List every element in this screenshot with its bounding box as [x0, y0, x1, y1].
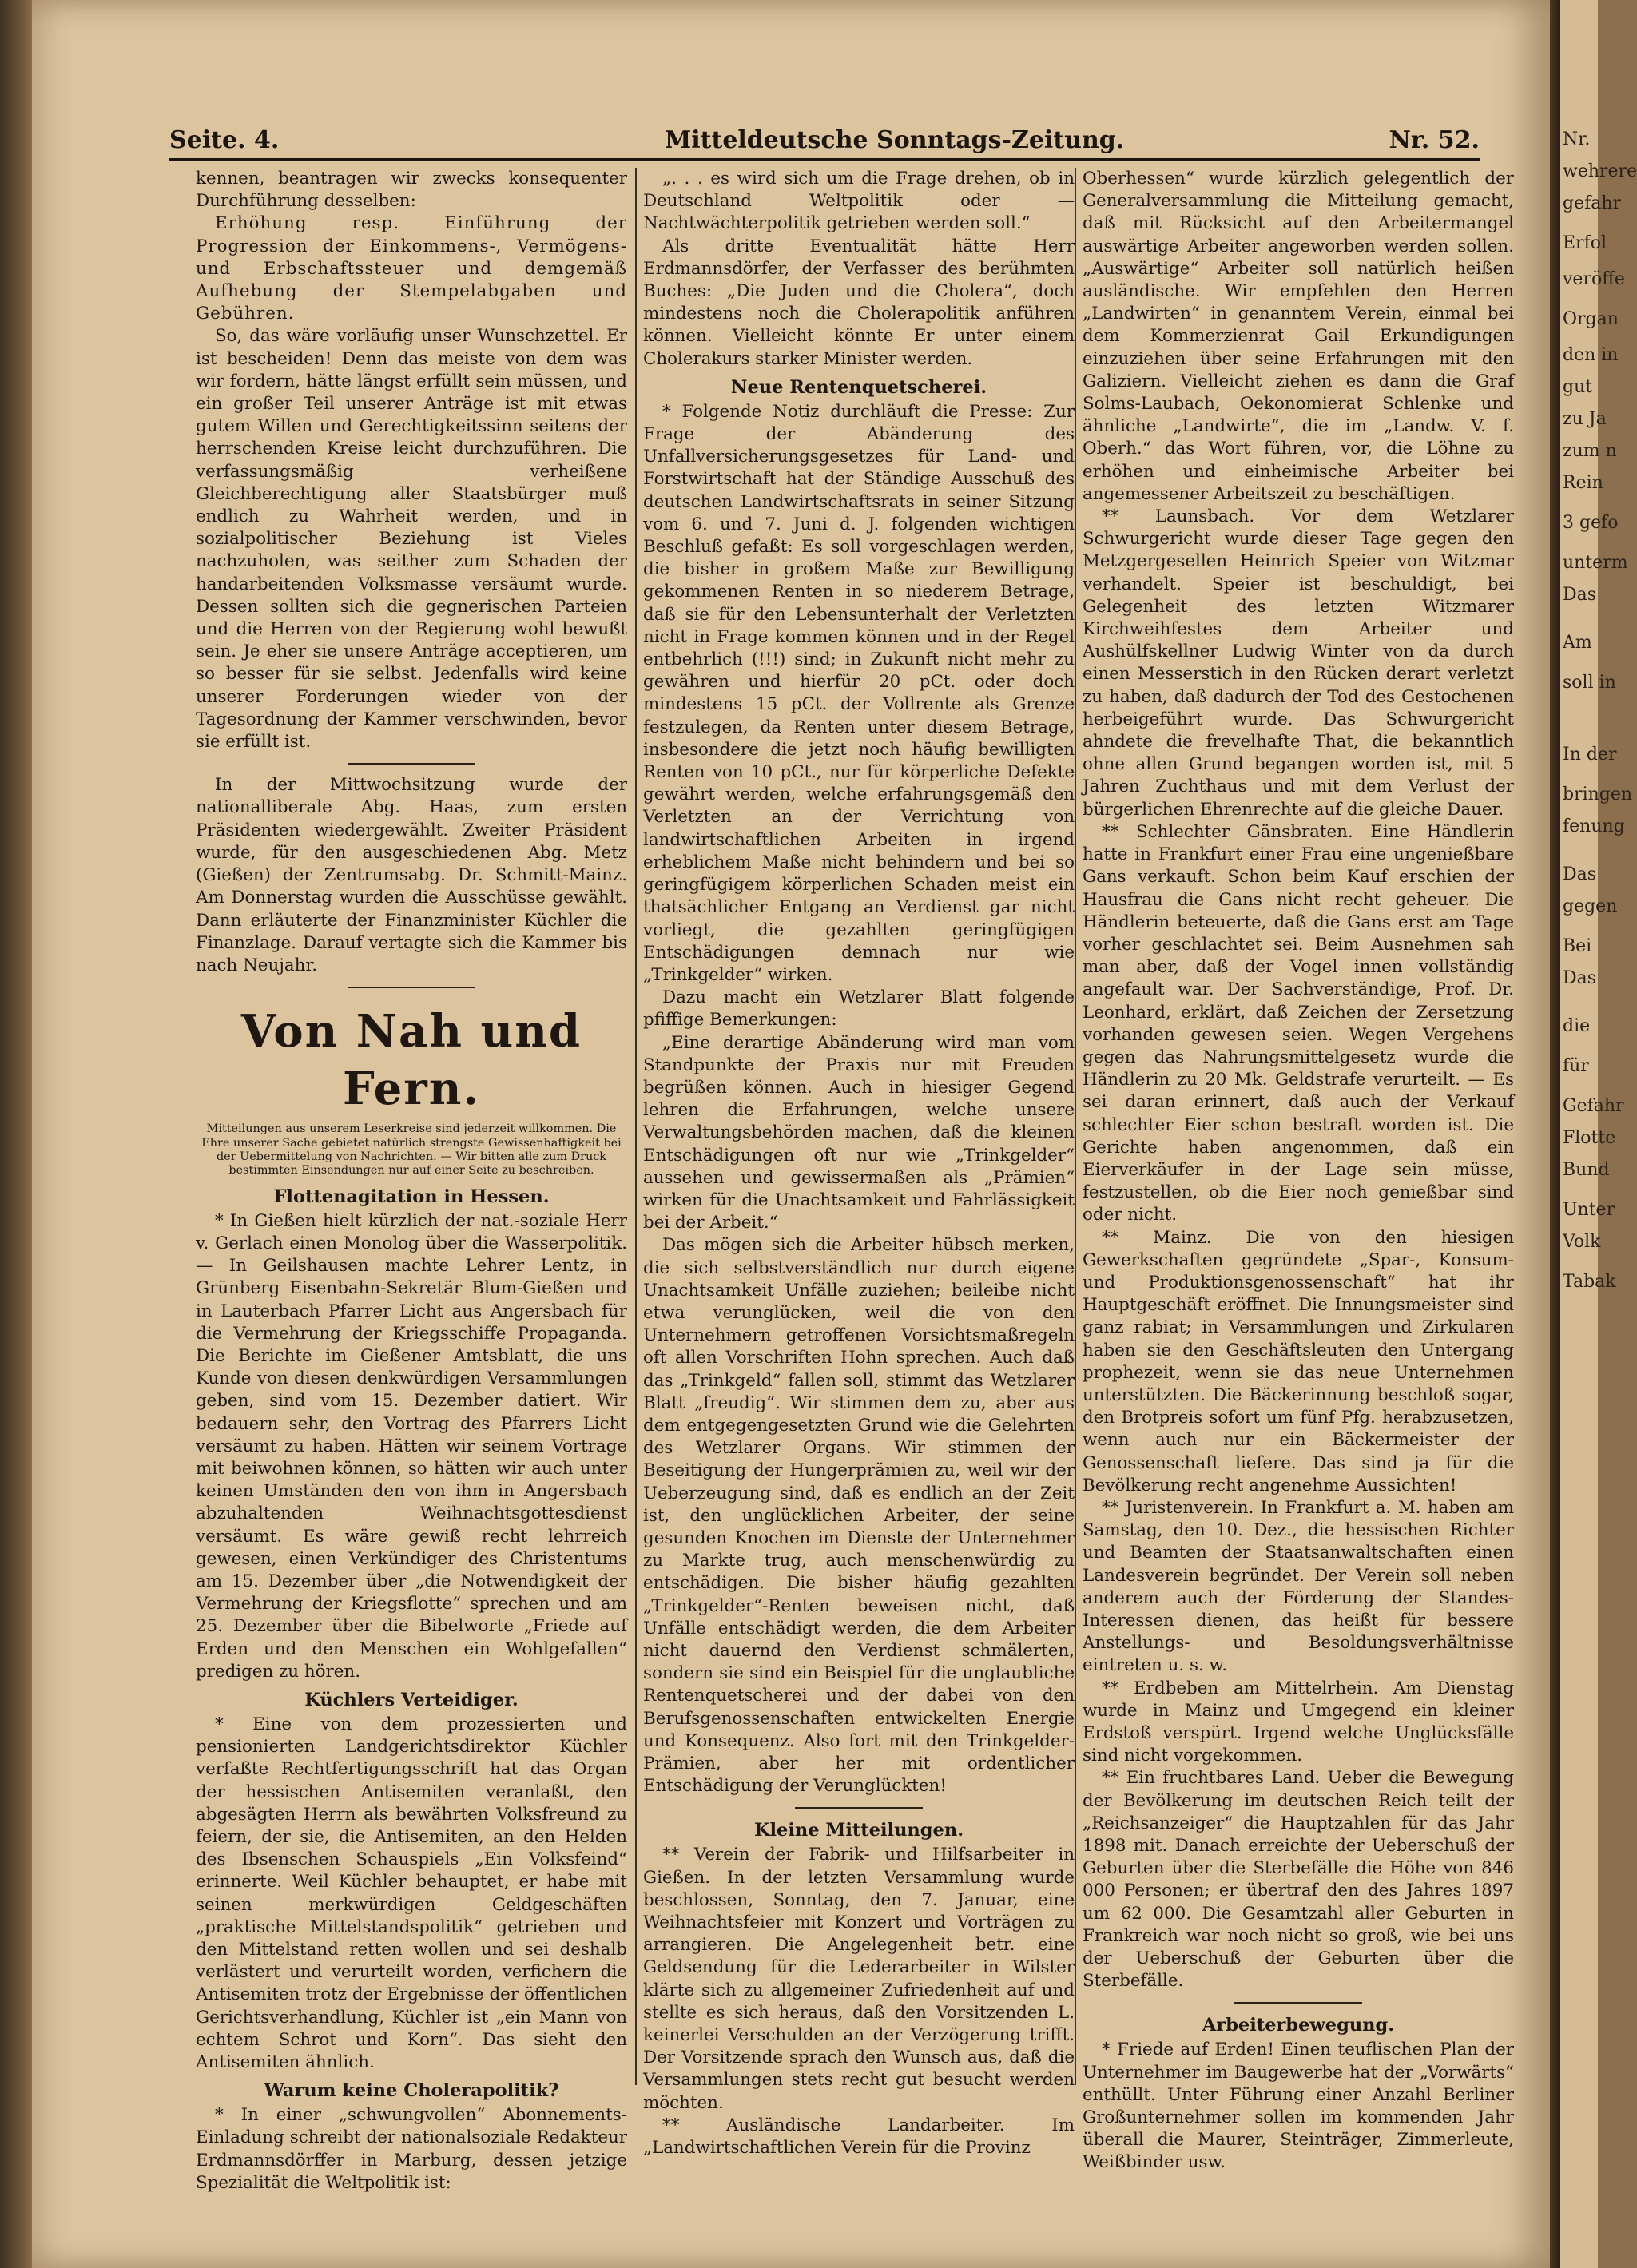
article-paragraph: Dazu macht ein Wetzlarer Blatt folgende pfiffige Bemerkungen: [643, 987, 1075, 1031]
article-heading: Warum keine Cholerapolitik? [264, 2080, 559, 2102]
adjacent-page-fragment: Rein [1563, 473, 1603, 493]
article-heading: Flottenagitation in Hessen. [273, 1186, 550, 1207]
adjacent-page-fragment: Unter [1563, 1200, 1615, 1220]
adjacent-page-fragment: Nr. [1563, 129, 1591, 149]
section-title: Von Nah und Fern. [240, 1005, 582, 1116]
article-paragraph: ** Ausländische Landarbeiter. Im „Landwirtschaftlichen Verein für die Provinz [643, 2115, 1075, 2159]
adjacent-page-fragment: den in [1563, 345, 1619, 365]
column-divider [1075, 168, 1076, 2085]
adjacent-page-fragment: zu Ja [1563, 409, 1607, 429]
page-header [169, 126, 1480, 158]
article-paragraph: * Folgende Notiz durchläuft die Presse: Zur Frage der Abänderung des Unfallversicherungsgesetzes für Land- und Forstwirtschaft hat der Ständige Ausschuß des deutschen Landwirtschaftsrats in seiner Sitzung vom 6. und 7. Juni d. J. folgenden wichtigen Beschluß gefaßt: Es soll vorgeschlagen werden, die bisher in großem Maße zur Bewilligung gekommenen Renten in so niederem Betrage, daß sie für den Lebensunterhalt der Verletzten nicht in Frage kommen können und in der Regel entbehrlich (!!!) sind; in Zukunft nicht mehr zu gewähren und hierfür 20 pCt. oder doch mindestens 15 pCt. der Vollrente als Grenze festzulegen, da Renten unter diesem Betrage, insbesondere die jetzt noch häufig bewilligten Renten von 10 pCt., nur für körperliche Defekte gewährt werden, welche erfahrungsgemäß den Verletzten an der Verrichtung von landwirtschaftlichen Arbeiten in irgend erheblichem Maße nicht behindern und bei so geringfügigem körperlichen Schaden meist ein thatsächlicher Entgang an Verdienst gar nicht vorliegt, die gezahlten geringfügigen Entschädigungen demnach nur wie „Trinkgelder“ wirken. [643, 401, 1075, 985]
header-rule [169, 158, 1480, 161]
column-1 [196, 168, 627, 2195]
article-paragraph: * In Gießen hielt kürzlich der nat.-soziale Herr v. Gerlach einen Monolog über die Wasserpolitik. — In Geilshausen machte Lehrer Lentz, in Grünberg Eisenbahn-Sekretär Blum-Gießen und in Lauterbach Pfarrer Licht aus Angersbach für die Vermehrung der Kriegsschiffe Propaganda. Die Berichte im Gießener Amtsblatt, die uns Kunde von diesen denkwürdigen Versammlungen geben, sind vom 15. Dezember datiert. Wir bedauern sehr, den Vortrag des Pfarrers Licht versäumt zu haben. Hätten wir seinem Vortrage mit beiwohnen können, so hätten wir auch unter keinen Umständen den von ihm in Angersbach abzuhaltenden Weihnachtsgottesdienst versäumt. Es wäre gewiß recht lehrreich gewesen, einen Verkündiger des Christentums am 15. Dezember über „die Notwendigkeit der Vermehrung der Kriegsflotte“ sprechen und am 25. Dezember über die Bibelworte „Friede auf Erden und den Menschen ein Wohlgefallen“ predigen zu hören. [196, 1210, 627, 1682]
adjacent-page-fragment: gegen [1563, 896, 1618, 916]
adjacent-page-fragment: bringen [1563, 784, 1633, 804]
article-paragraph: ** Ein fruchtbares Land. Ueber die Bewegung der Bevölkerung im deutschen Reich teilt der „Reichsanzeiger“ die Hauptzahlen für das Jahr 1898 mit. Danach erreichte der Ueberschuß der Geburten über die Sterbefälle die Höhe von 846 000 Personen; er übertraf den des Jahres 1897 um 62 000. Die Gesamtzahl aller Geburten in Frankreich war noch nicht so groß, wie bei uns der Ueberschuß der Geburten über die Sterbefälle. [1083, 1768, 1514, 1992]
article-paragraph: Oberhessen“ wurde kürzlich gelegentlich der Generalversammlung die Mitteilung gemacht, daß mit Rücksicht auf den Arbeitermangel auswärtige Arbeiter angeworben werden sollen. „Auswärtige“ Arbeiter soll natürlich heißen ausländische. Wir empfehlen den Herren „Landwirten“ in genanntem Verein, einmal bei dem Kommerzienrat Gail Erkundigungen einzuziehen über seine Erfahrungen mit den Galiziern. Vielleicht ziehen es dann die Graf Solms-Laubach, Oekonomierat Schlenke und ähnliche „Landwirte“, die im „Landw. V. f. Oberh.“ das Wort führen, vor, die Löhne zu erhöhen und einheimische Arbeiter bei angemessener Arbeitszeit zu beschäftigen. [1083, 169, 1514, 504]
article-paragraph: ** Verein der Fabrik- und Hilfsarbeiter in Gießen. In der letzten Versammlung wurde beschlossen, Sonntag, den 7. Januar, eine Weihnachtsfeier mit Konzert und Vorträgen zu arrangieren. Die Angelegenheit betr. eine Geldsendung für die Lederarbeiter in Wilster klärte sich zu allgemeiner Zufriedenheit auf und stellte es sich heraus, daß den Vorsitzenden L. keinerlei Verschulden an der Verzögerung trifft. Der Vorsitzende sprach den Wunsch aus, daß die Versammlungen stets recht gut besucht werden möchten. [643, 1845, 1075, 2113]
article-paragraph: Als dritte Eventualität hätte Herr Erdmannsdörfer, der Verfasser des berühmten Buches: „Die Juden und die Cholera“, doch mindestens noch die Cholerapolitik anführen können. Vielleicht könnte Er unter einem Cholerakurs starker Minister werden. [643, 236, 1075, 369]
adjacent-page-fragment: Tabak [1563, 1272, 1616, 1292]
adjacent-page-fragment: gefahr [1563, 193, 1622, 213]
article-paragraph: Das mögen sich die Arbeiter hübsch merken, die sich selbstverständlich nur durch eigene Unachtsamkeit Unfälle zuziehen; beileibe nicht etwa verunglücken, weil die von den Unternehmern getroffenen Vorsichtsmaßregeln oft allen Vorschriften Hohn sprechen. Auch daß das „Trinkgeld“ fallen soll, stimmt das Wetzlarer Blatt „freudig“. Wir stimmen dem zu, aber aus dem entgegengesetzten Grund wie die Gelehrten des Wetzlarer Organs. Wir stimmen der Beseitigung der Hungerprämien zu, weil wir der Ueberzeugung sind, daß es endlich an der Zeit ist, den unglücklichen Arbeiter, der seine gesunden Knochen im Dienste der Unternehmer zu Markte trug, auch menschenwürdig zu entschädigen. Die bisher häufig gezahlten „Trinkgelder“-Renten beweisen nicht, daß Unfälle entschädigt werden, die dem Arbeiter nicht dauernd den Verdienst schmälerten, sondern sie sind ein Beispiel für die unglaubliche Rentenquetscherei und der dabei von den Berufsgenossenschaften entwickelten Energie und Konsequenz. Also fort mit den Trinkgelder-Prämien, aber her mit ordentlicher Entschädigung der Verunglückten! [643, 1235, 1075, 1797]
adjacent-page-fragment: unterm [1563, 553, 1628, 573]
page-gutter [1550, 0, 1560, 2268]
article-paragraph: * Friede auf Erden! Einen teuflischen Plan der Unternehmer im Baugewerbe hat der „Vorwärts“ enthüllt. Unter Führung einer Anzahl Berliner Großunternehmer sollen im kommenden Jahr überall die Maurer, Steinträger, Zimmerleute, Weißbinder usw. [1083, 2040, 1514, 2173]
adjacent-page-fragment: wehrere [1563, 161, 1637, 181]
article-heading: Neue Rentenquetscherei. [730, 376, 987, 398]
article-heading: Kleine Mitteilungen. [753, 1820, 964, 1841]
adjacent-page-fragment: Organ [1563, 309, 1619, 329]
adjacent-page-fragment: soll in [1563, 673, 1616, 693]
adjacent-page-fragment: Gefahr [1563, 1096, 1624, 1116]
article-paragraph: „. . . es wird sich um die Frage drehen, ob in Deutschland Weltpolitik oder — Nachtwächterpolitik getrieben werden soll.“ [643, 169, 1075, 234]
adjacent-page-fragment: Am [1563, 633, 1592, 653]
adjacent-page-fragment: Bund [1563, 1160, 1610, 1180]
article-heading: Arbeiterbewegung. [1202, 2015, 1395, 2036]
article-paragraph: ** Schlechter Gänsbraten. Eine Händlerin hatte in Frankfurt einer Frau eine ungenießbare Gans verkauft. Schon beim Kauf erschien der Hausfrau die Gans nicht recht geheuer. Die Händlerin beteuerte, daß die Gans erst am Tage vorher geschlachtet sei. Beim Ausnehmen sah man aber, daß der Vogel innen vollständig angefault war. Der Sachverständige, Prof. Dr. Leonhard, erklärt, daß Zeichen der Zersetzung vorhanden gewesen seien. Wegen Vergehens gegen das Nahrungsmittelgesetz wurde die Händlerin zu 20 Mk. Geldstrafe verurteilt. — Es sei daran erinnert, daß auch der Verkauf schlechter Eier schon bestraft worden ist. Die Gerichte haben angenommen, daß ein Eierverkäufer in der Lage sein müsse, festzustellen, ob die Eier noch genießbar sind oder nicht. [1083, 821, 1514, 1225]
column-divider [635, 168, 637, 2085]
adjacent-page-fragment: Flotte [1563, 1128, 1616, 1148]
article-paragraph: ** Launsbach. Vor dem Wetzlarer Schwurgericht wurde dieser Tage gegen den Metzgergesellen Heinrich Speier von Witzmar verhandelt. Speier ist beschuldigt, bei Gelegenheit des letzten Witzmarer Kirchweihfestes dem Arbeiter und Aushülfskellner Ludwig Winter von da durch einen Messerstich in den Rücken derart verletzt zu haben, daß dadurch der Tod des Gestochenen herbeigeführt wurde. Das Schwurgericht ahndete die frevelhafte That, die bekanntlich ohne allen Grund begangen worden ist, mit 5 Jahren Zuchthaus und mit dem Verlust der bürgerlichen Ehrenrechte auf die gleiche Dauer. [1083, 506, 1514, 820]
article-paragraph: In der Mittwochsitzung wurde der nationalliberale Abg. Haas, zum ersten Präsidenten wiedergewählt. Zweiter Präsident wurde, für den ausgeschiedenen Abg. Metz (Gießen) der Zentrumsabg. Dr. Schmitt-Mainz. Am Donnerstag wurden die Ausschüsse gewählt. Dann erläuterte der Finanzminister Küchler die Finanzlage. Darauf vertagte sich die Kammer bis nach Neujahr. [196, 775, 627, 975]
adjacent-page-fragment: Das [1563, 864, 1597, 884]
adjacent-page-fragment: Bei [1563, 936, 1592, 956]
article-paragraph: ** Mainz. Die von den hiesigen Gewerkschaften gegründete „Spar-, Konsum- und Produktionsgenossenschaft“ hat ihr Hauptgeschäft eröffnet. Die Innungsmeister sind ganz rabiat; in Versammlungen und Zirkularen haben sie den Geschäftsleuten den Untergang prophezeit, wenn sie das neue Unternehmen unterstützten. Die Bäckerinnung beschloß sogar, den Brotpreis sofort um fünf Pfg. herabzusetzen, wenn auch nur ein Bäckermeister der Genossenschaft liefere. Das sind ja für die Bevölkerung recht angenehme Aussichten! [1083, 1227, 1514, 1495]
section-note: Mitteilungen aus unserem Leserkreise sind jederzeit willkommen. Die Ehre unserer Sache gebietet natürlich strengste Gewissenhaftigkeit bei der Uebermittelung von Nachrichten. — Wir bitten alle zum Druck bestimmten Einsendungen nur auf einer Seite zu beschreiben. [201, 1122, 622, 1178]
adjacent-page-fragment: 3 gefo [1563, 513, 1619, 533]
article-paragraph: * In einer „schwungvollen“ Abonnements-Einladung schreibt der nationalsoziale Redakteur Erdmannsdörffer in Marburg, dessen jetzige Spezialität die Weltpolitik ist: [196, 2105, 627, 2193]
issue-number: Nr. 52. [1389, 126, 1480, 154]
separator-rule [795, 1807, 923, 1809]
article-heading: Küchlers Verteidiger. [304, 1690, 519, 1710]
article-paragraph: ** Erdbeben am Mittelrhein. Am Dienstag wurde in Mainz und Umgegend ein kleiner Erdstoß verspürt. Irgend welche Unglücksfälle sind nicht vorgekommen. [1083, 1678, 1514, 1766]
adjacent-page-fragment: In der [1563, 745, 1617, 765]
adjacent-page-fragment: veröffe [1563, 269, 1625, 289]
book-spine [0, 0, 32, 2268]
separator-rule [1234, 2002, 1362, 2004]
adjacent-page-fragment: Volk [1563, 1232, 1601, 1252]
article-paragraph: ** Juristenverein. In Frankfurt a. M. haben am Samstag, den 10. Dez., die hessischen Richter und Beamten der Staatsanwaltschaften einen Landesverein begründet. Der Verein soll neben anderem auch der Förderung der Standes-Interessen dienen, das heißt für bessere Anstellungs- und Besoldungsverhältnisse eintreten u. s. w. [1083, 1497, 1514, 1676]
separator-rule [348, 763, 475, 765]
article-paragraph: „Eine derartige Abänderung wird man vom Standpunkte der Praxis nur mit Freuden begrüßen können. Auch in hiesiger Gegend lehren die Erfahrungen, welche unsere Verwaltungsbehörden machen, daß die kleinen Entschädigungen oft nur wie „Trinkgelder“ aussehen und gewissermaßen als „Prämien“ wirken für die Unachtsamkeit und Fahrlässigkeit bei der Arbeit.“ [643, 1032, 1075, 1233]
article-paragraph: Erhöhung resp. Einführung der Progression der Einkommens-, Vermögens- und Erbschaftssteuer und demgemäß Aufhebung der Stempelabgaben und Gebühren. [196, 213, 627, 324]
page-number: Seite. 4. [169, 126, 280, 154]
adjacent-page-fragment: fenung [1563, 816, 1625, 836]
column-3 [1083, 168, 1514, 2175]
newspaper-title: Mitteldeutsche Sonntags-Zeitung. [665, 126, 1125, 154]
adjacent-page-fragment: Das [1563, 585, 1597, 605]
column-2 [643, 168, 1075, 2159]
article-paragraph: * Eine von dem prozessierten und pensionierten Landgerichtsdirektor Küchler verfaßte Rechtfertigungsschrift hat das Organ der hessischen Antisemiten veranlaßt, den abgesägten Herrn als bewährten Volksfreund zu feiern, der sie, die Antisemiten, an den Helden des Ibsenschen Schauspiels „Ein Volksfeind“ erinnerte. Weil Küchler behauptet, er habe mit seinen merkwürdigen Geldgeschäften „praktische Mittelstandspolitik“ getrieben und den Mittelstand retten wollen und sei deshalb verlästert und verurteilt worden, verfichern die Antisemiten trotz der Ergebnisse der öffentlichen Gerichtsverhandlung, Küchler ist „ein Mann von echtem Schrot und Korn“. Das sieht den Antisemiten ähnlich. [196, 1714, 627, 2073]
article-paragraph: kennen, beantragen wir zwecks konsequenter Durchführung desselben: [196, 169, 627, 212]
adjacent-page-fragment: zum n [1563, 441, 1617, 461]
adjacent-page-fragment: Erfol [1563, 233, 1607, 253]
article-paragraph: So, das wäre vorläufig unser Wunschzettel. Er ist bescheiden! Denn das meiste von dem was wir fordern, hätte längst erfüllt sein müssen, und ein großer Teil unserer Anträge ist mit etwas gutem Willen und Gerechtigkeitssinn seitens der herrschenden Kreise leicht durchzuführen. Die verfassungsmäßig verheißene Gleichberechtigung aller Staatsbürger muß endlich zu Wahrheit werden, und in sozialpolitischer Beziehung ist Vieles nachzuholen, was seither zum Schaden der handarbeitenden Volksmasse versäumt wurde. Dessen sollten sich die gegnerischen Parteien und die Herren von der Regierung wohl bewußt sein. Je eher sie unsere Anträge acceptieren, um so besser für sie selbst. Jedenfalls wird keine unserer Forderungen wieder von der Tagesordnung der Kammer verschwinden, bevor sie erfüllt ist. [196, 326, 627, 753]
adjacent-page-edge [1560, 0, 1637, 2268]
adjacent-page-fragment: die [1563, 1016, 1591, 1036]
adjacent-page-fragment: Das [1563, 968, 1597, 988]
adjacent-page-fragment: für [1563, 1056, 1589, 1076]
adjacent-page-fragment: gut [1563, 377, 1593, 397]
separator-rule [348, 987, 475, 988]
